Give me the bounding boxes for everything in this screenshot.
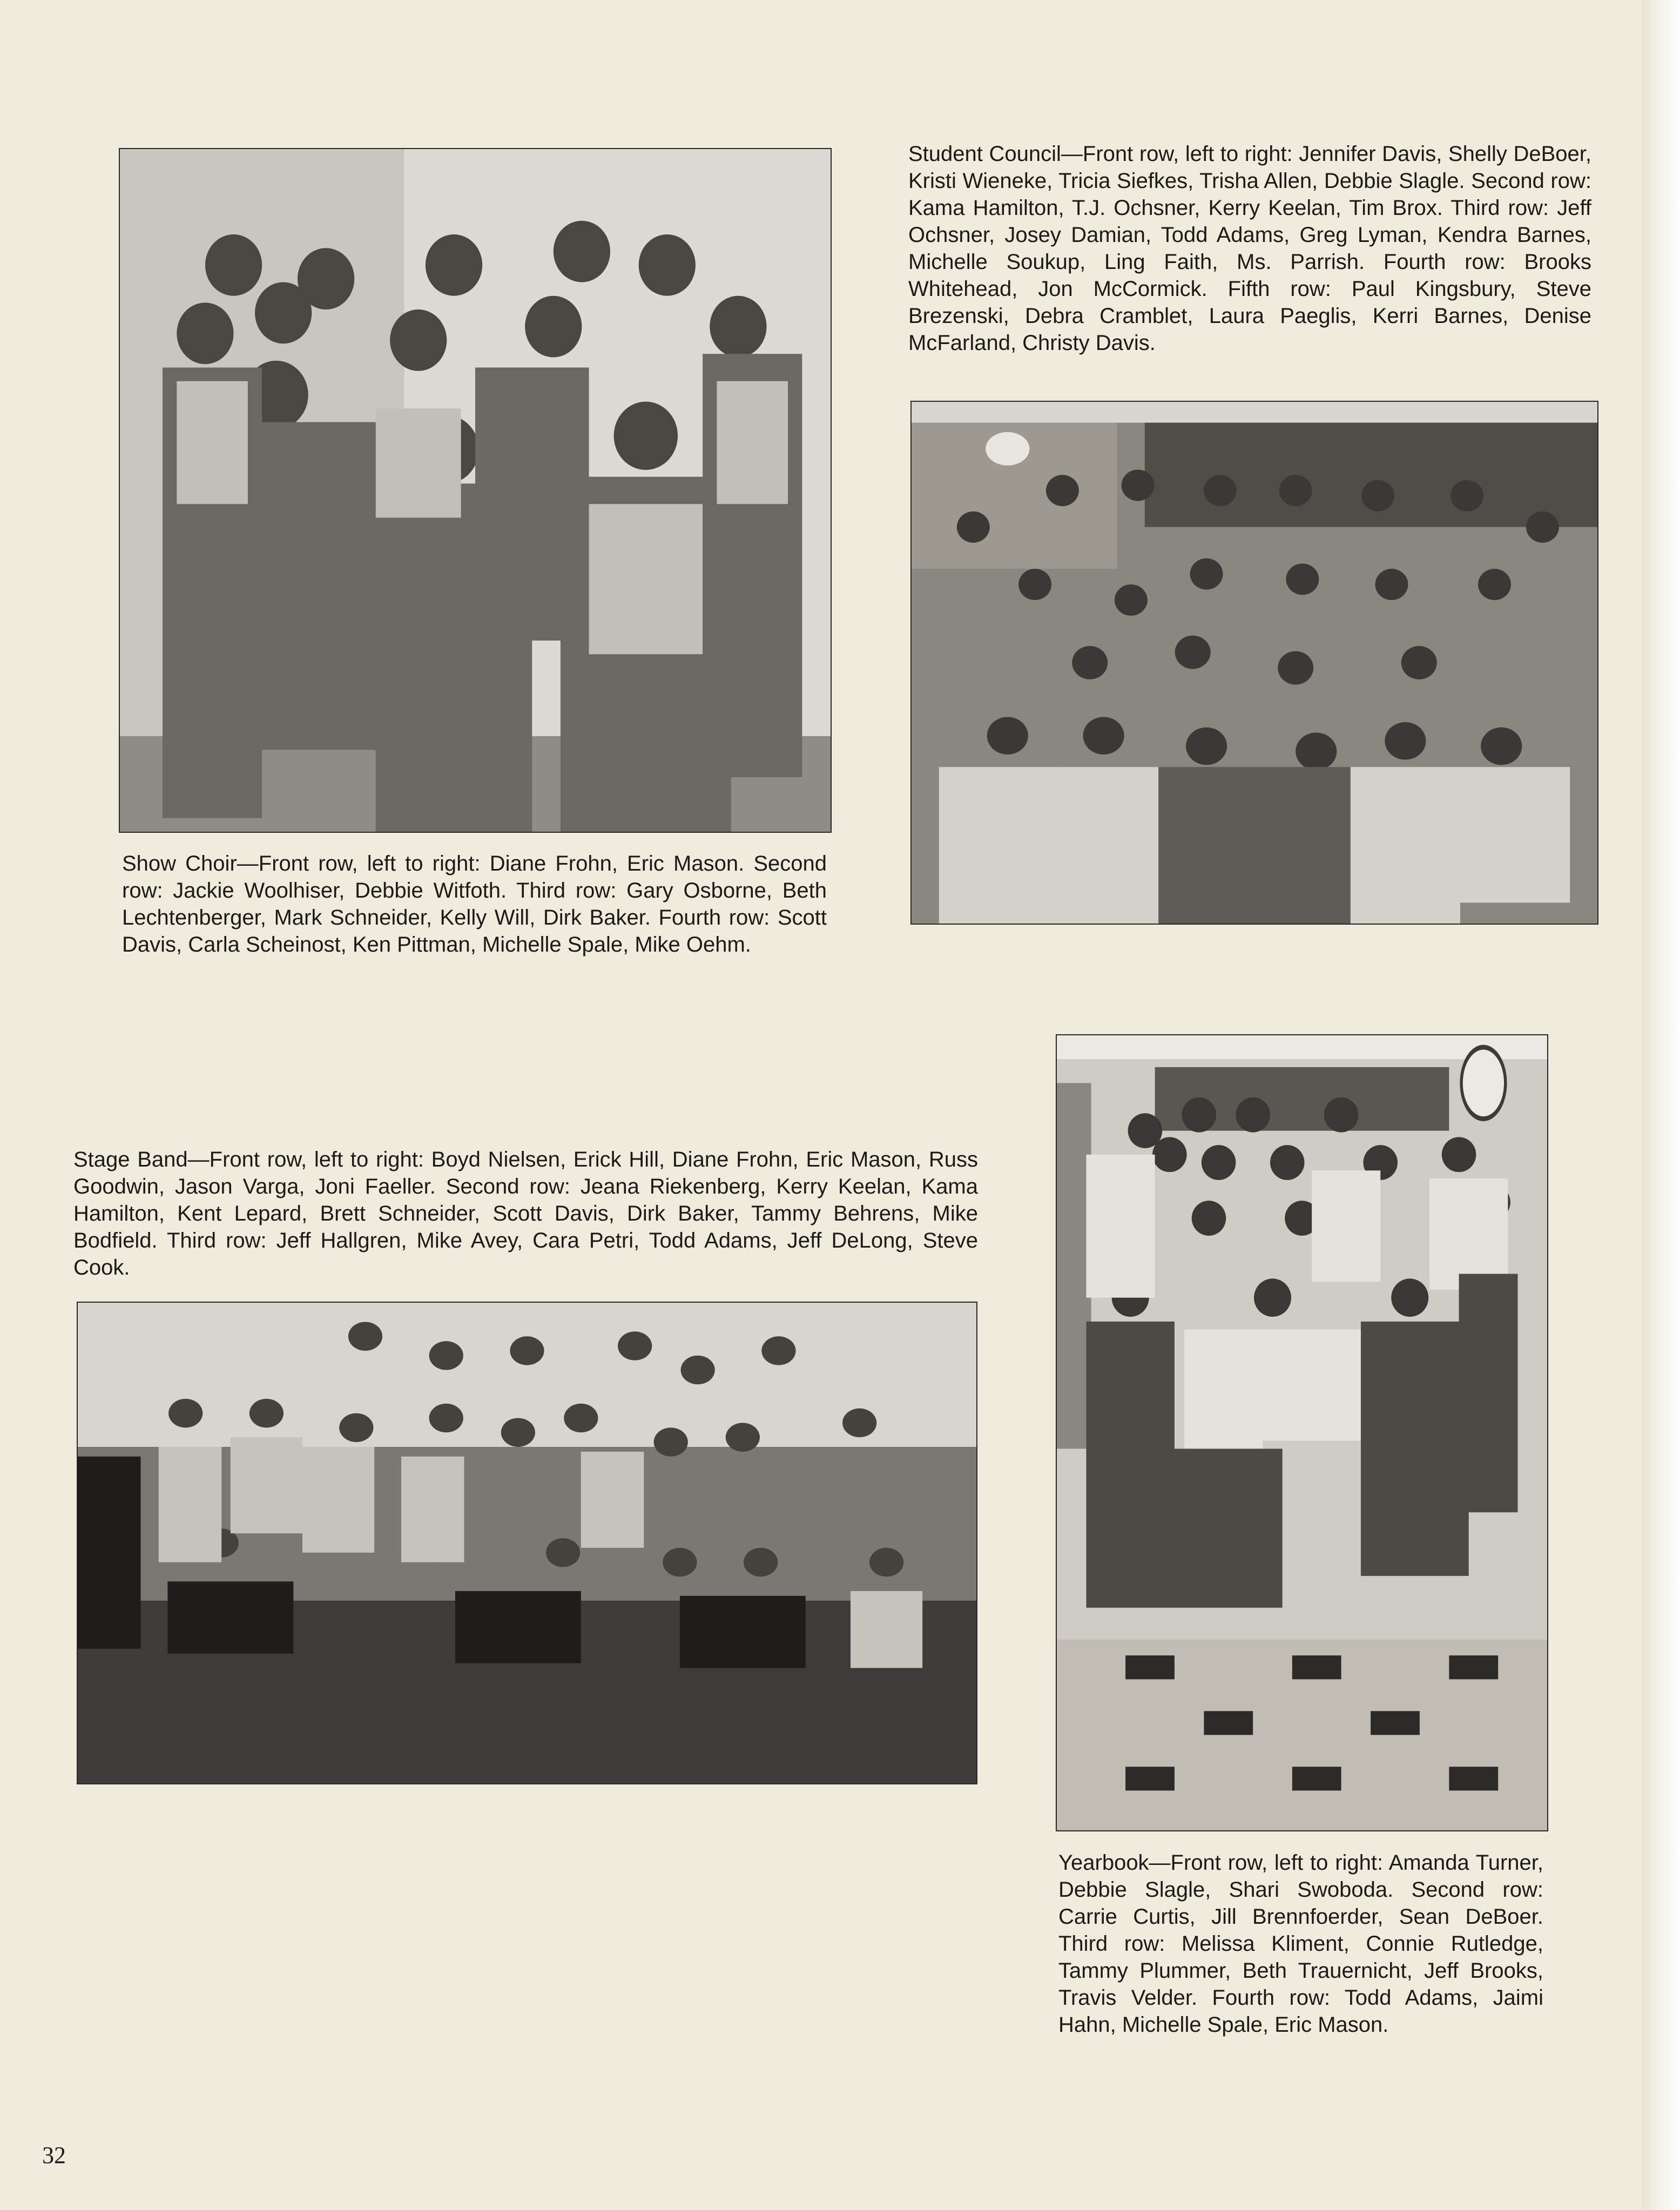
stage-band-photo — [77, 1302, 977, 1784]
student-council-caption: Student Council—Front row, left to right: Jennifer Davis, Shelly DeBoer, Kristi Wieneke, Tricia Siefkes, Trisha Allen, Debbie Slagle. Second row: Kama Hamilton, T.J. Ochsner, Kerry Keelan, Tim Brox. Third row: Jeff Ochsner, Josey Damian, Todd Adams, Greg Lyman, Kendra Barnes, Michelle Soukup, Ling Faith, Ms. Parrish. Fourth row: Brooks Whitehead, Jon McCormick. Fifth row: Paul Kingsbury, Steve Brezenski, Debra Cramblet, Laura Paeglis, Kerri Barnes, Denise McFarland, Christy Davis. — [908, 142, 1591, 355]
show-choir-photo — [119, 148, 832, 833]
show-choir-caption: Show Choir—Front row, left to right: Diane Frohn, Eric Mason. Second row: Jackie Woolhiser, Debbie Witfoth. Third row: Gary Osborne, Beth Lechtenberger, Mark Schneider, Kelly Will, Dirk Baker. Fourth row: Scott Davis, Carla Scheinost, Ken Pittman, Michelle Spale, Mike Oehm. — [122, 852, 827, 956]
page-edge-shadow — [1642, 0, 1680, 2210]
stage-band-caption: Stage Band—Front row, left to right: Boyd Nielsen, Erick Hill, Diane Frohn, Eric Mason, Russ Goodwin, Jason Varga, Joni Faeller. Second row: Jeana Riekenberg, Kerry Keelan, Kama Hamilton, Kent Lepard, Brett Schneider, Scott Davis, Dirk Baker, Tammy Behrens, Mike Bodfield. Third row: Jeff Hallgren, Mike Avey, Cara Petri, Todd Adams, Jeff DeLong, Steve Cook. — [73, 1148, 978, 1279]
page-number: 32 — [42, 2142, 66, 2168]
student-council-photo — [910, 401, 1598, 925]
yearbook-photo — [1056, 1034, 1548, 1831]
yearbook-caption: Yearbook—Front row, left to right: Amanda Turner, Debbie Slagle, Shari Swoboda. Second row: Carrie Curtis, Jill Brennfoerder, Sean DeBoer. Third row: Melissa Kliment, Connie Rutledge, Tammy Plummer, Beth Trauernicht, Jeff Brooks, Travis Velder. Fourth row: Todd Adams, Jaimi Hahn, Michelle Spale, Eric Mason. — [1058, 1851, 1543, 2037]
